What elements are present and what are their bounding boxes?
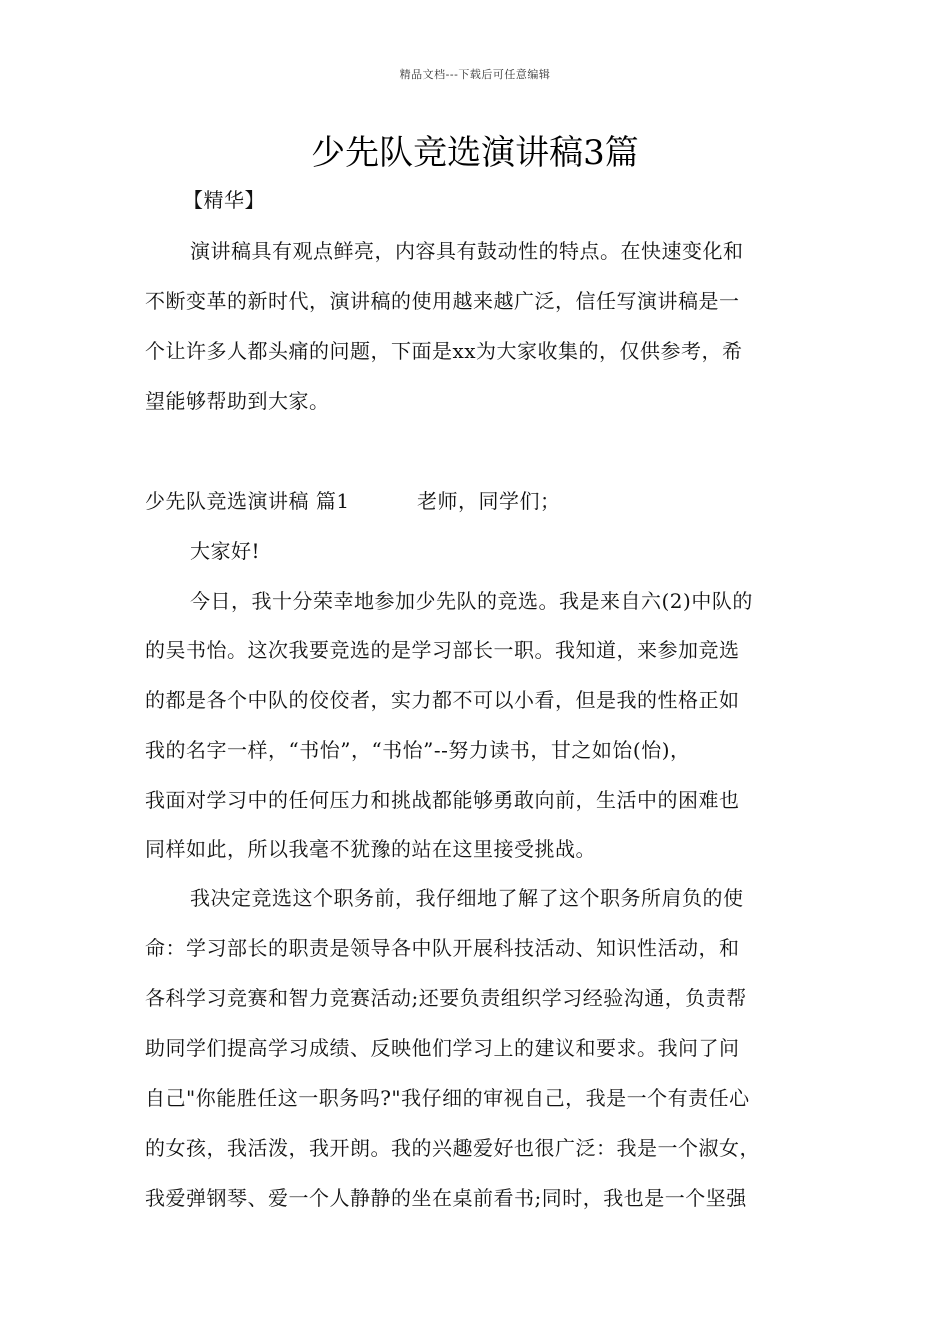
- paragraph-line: 同样如此，所以我毫不犹豫的站在这里接受挑战。: [145, 837, 596, 861]
- document-title: 少先队竞选演讲稿3篇: [311, 133, 639, 173]
- paragraph-line: 我决定竞选这个职务前，我仔细地了解了这个职务所肩负的使: [190, 886, 744, 910]
- section-heading-row: [145, 487, 350, 515]
- salutation: 老师，同学们；: [417, 489, 561, 513]
- paragraph-line: 我爱弹钢琴、爱一个人静静的坐在桌前看书;同时，我也是一个坚强: [145, 1186, 747, 1210]
- paragraph-line: 自己"你能胜任这一职务吗?"我仔细的审视自己，我是一个有责任心: [145, 1086, 750, 1110]
- page-header: 精品文档---下载后可任意编辑: [399, 68, 551, 81]
- intro-line: 不断变革的新时代，演讲稿的使用越来越广泛，信任写演讲稿是一: [145, 289, 740, 313]
- paragraph-line: 命：学习部长的职责是领导各中队开展科技活动、知识性活动，和: [145, 936, 740, 960]
- paragraph-line: 我面对学习中的任何压力和挑战都能够勇敢向前，生活中的困难也: [145, 788, 740, 812]
- essence-tag: 【精华】: [183, 188, 265, 212]
- section-heading: 少先队竞选演讲稿 篇1: [145, 489, 350, 513]
- paragraph-line: 各科学习竞赛和智力竞赛活动;还要负责组织学习经验沟通，负责帮: [145, 986, 747, 1010]
- intro-line: 演讲稿具有观点鲜亮，内容具有鼓动性的特点。在快速变化和: [190, 239, 744, 263]
- paragraph-line: 的都是各个中队的佼佼者，实力都不可以小看，但是我的性格正如: [145, 688, 740, 712]
- paragraph-line: 的吴书怡。这次我要竞选的是学习部长一职。我知道，来参加竞选: [145, 638, 740, 662]
- greeting: 大家好!: [190, 539, 261, 563]
- paragraph-line: 我的名字一样，“书怡”，“书怡”--努力读书，甘之如饴(怡)，: [145, 738, 691, 762]
- paragraph-line: 今日，我十分荣幸地参加少先队的竞选。我是来自六(2)中队的: [190, 589, 753, 613]
- paragraph-line: 助同学们提高学习成绩、反映他们学习上的建议和要求。我问了问: [145, 1036, 740, 1060]
- intro-line: 个让许多人都头痛的问题，下面是xx为大家收集的，仅供参考，希: [145, 339, 743, 363]
- intro-line: 望能够帮助到大家。: [145, 389, 330, 413]
- paragraph-line: 的女孩，我活泼，我开朗。我的兴趣爱好也很广泛：我是一个淑女，: [145, 1136, 760, 1160]
